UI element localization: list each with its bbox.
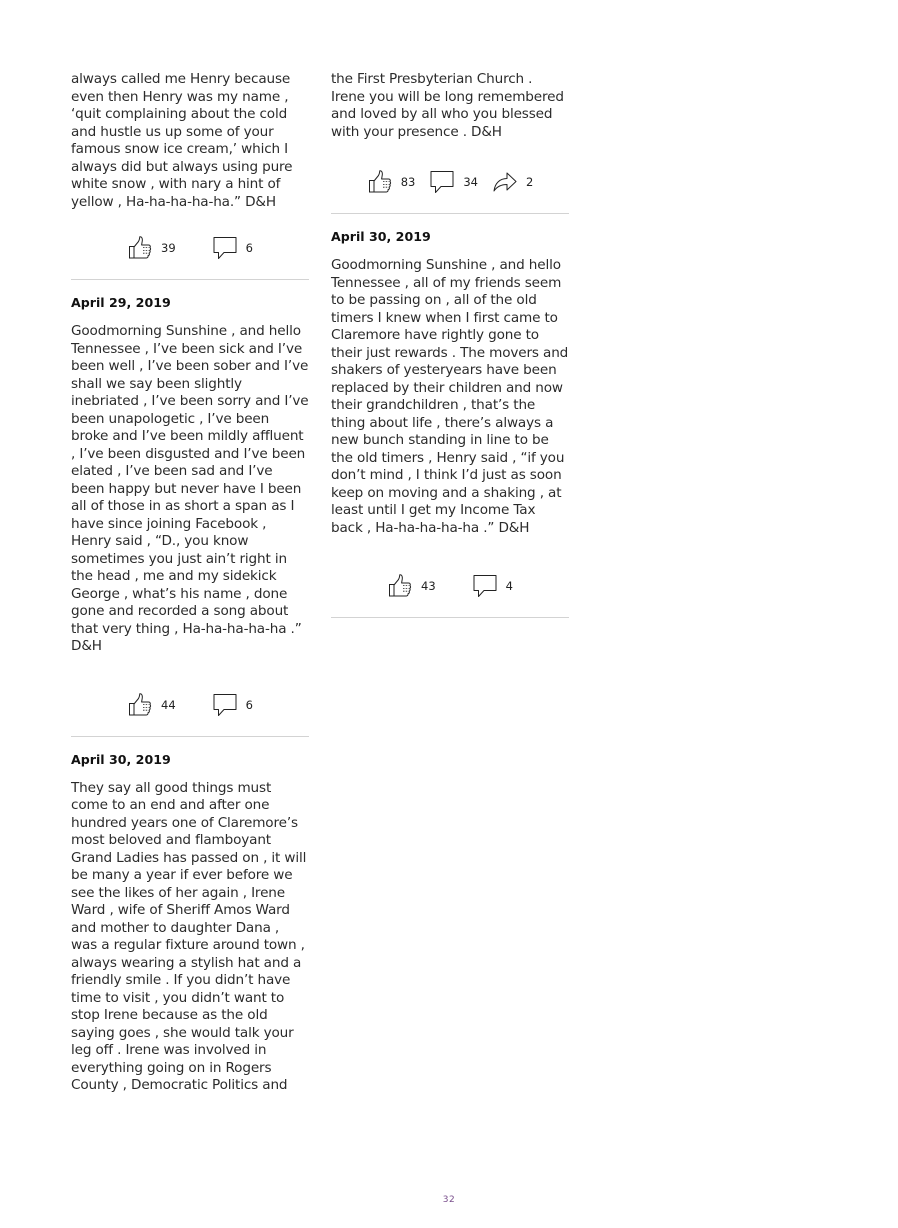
post-text: Goodmorning Sunshine , and hello Tennessee , all of my friends seem to be passing on , all of the old timers I knew when I first came to Claremore have rightly gone to their just rewards . The movers and shakers of yesteryears have been replaced by their children and now their grandchildren , that’s the thing about life , there’s always a new bunch standing in line to be the old timers , Henry said , “if you don’t mind , I think I’d just as soon keep on moving and a shaking , at least until I get my Income Tax back , Ha-ha-ha-ha-ha .” D&H	[331, 257, 569, 536]
thumbs-up-icon[interactable]	[387, 573, 413, 599]
like-count: 83	[400, 175, 416, 189]
thumbs-up-icon[interactable]	[127, 692, 153, 718]
post-divider	[71, 736, 309, 737]
comment-count: 34	[463, 175, 478, 189]
comment-bubble-icon[interactable]	[429, 169, 455, 195]
comment-bubble-icon[interactable]	[472, 573, 498, 599]
post-text: Goodmorning Sunshine , and hello Tennessee , I’ve been sick and I’ve been well , I’ve been sober and I’ve shall we say been slightly inebriated , I’ve been sorry and I’ve been unapologetic , I’ve been broke and I’ve been mildly affluent , I’ve been disgusted and I’ve been elated , I’ve been sad and I’ve been happy but never have I been all of those in as short a span as I have since joining Facebook , Henry said , “D., you know sometimes you just ain’t right in the head , me and my sidekick George , what’s his name , done gone and recorded a song about that very thing , Ha-ha-ha-ha-ha .” D&H	[71, 323, 309, 654]
page-number: 32	[442, 1195, 456, 1205]
share-reaction[interactable]	[492, 169, 533, 195]
post-reactions	[331, 165, 569, 199]
right-column	[331, 71, 569, 618]
like-count: 43	[421, 579, 436, 593]
share-count: 2	[525, 175, 534, 189]
post-text: They say all good things must come to an end and after one hundred years one of Claremore’s most beloved and flamboyant Grand Ladies has passed on , it will be many a year if ever before we see the likes of her again , Irene Ward , wife of Sheriff Amos Ward and mother to daughter Dana , was a regular fixture around town , always wearing a stylish hat and a friendly smile . If you didn’t have time to visit , you didn’t want to stop Irene because as the old saying goes , she would talk your leg off . Irene was involved in everything going on in Rogers County , Democratic Politics and	[71, 779, 307, 1093]
post-divider	[71, 279, 309, 280]
thumbs-up-icon[interactable]	[127, 235, 153, 261]
like-count: 39	[161, 241, 176, 255]
post-divider	[331, 617, 569, 618]
left-column	[71, 71, 309, 1095]
comment-reaction[interactable]	[429, 169, 478, 195]
post-date: April 30, 2019	[71, 751, 171, 767]
comment-reaction[interactable]	[212, 235, 253, 261]
like-reaction[interactable]	[127, 692, 176, 718]
comment-bubble-icon[interactable]	[212, 235, 238, 261]
post-text: the First Presbyterian Church . Irene you will be long remembered and loved by all who you blessed with your presence . D&H	[331, 71, 564, 140]
comment-count: 6	[245, 697, 253, 712]
thumbs-up-icon[interactable]	[367, 169, 393, 195]
post-text: always called me Henry because even then Henry was my name , ‘quit complaining about the cold and hustle us up some of your famous snow ice cream,’ which I always did but always using pure white snow , with nary a hint of yellow , Ha-ha-ha-ha-ha.” D&H	[71, 71, 293, 210]
share-arrow-icon[interactable]	[492, 169, 518, 195]
like-reaction[interactable]	[387, 573, 436, 599]
like-count: 44	[161, 697, 176, 712]
like-reaction[interactable]	[127, 235, 176, 261]
comment-bubble-icon[interactable]	[212, 692, 238, 718]
comment-count: 6	[245, 241, 253, 255]
comment-reaction[interactable]	[212, 692, 253, 718]
post-reactions	[331, 569, 569, 603]
post-divider	[331, 213, 569, 214]
like-reaction[interactable]	[367, 169, 416, 195]
post-date: April 29, 2019	[71, 295, 171, 310]
comment-count: 4	[505, 579, 513, 593]
post-date: April 30, 2019	[331, 229, 431, 244]
comment-reaction[interactable]	[472, 573, 513, 599]
post-reactions	[71, 688, 309, 722]
post-reactions	[71, 231, 309, 265]
